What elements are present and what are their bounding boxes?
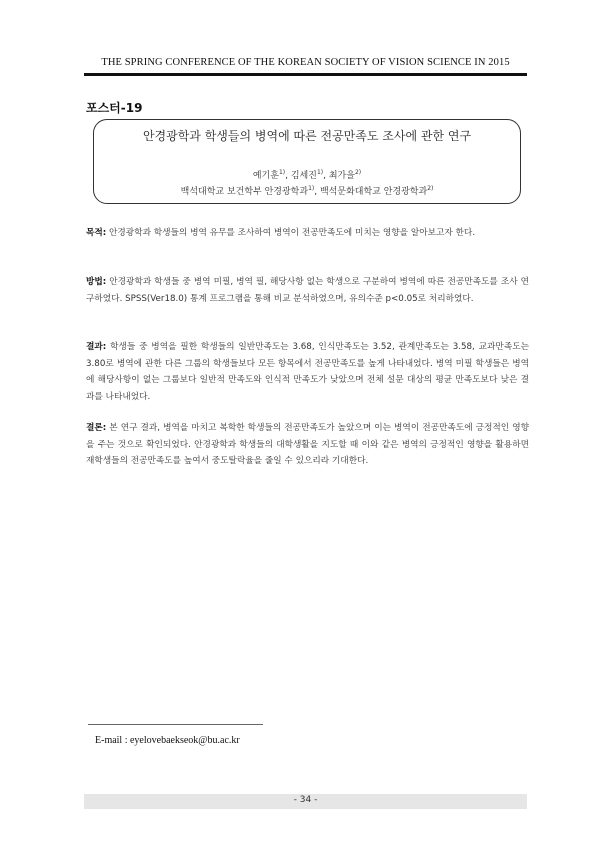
affiliation-mark: 2) — [427, 185, 434, 192]
author-name: 최가을 — [328, 171, 355, 181]
result-section — [86, 339, 529, 405]
affiliations-line: 백석대학교 보건학부 안경광학과$^{1)}$, 백석문화대학교 안경광학과$^{2)}$ — [180, 185, 434, 197]
affiliation: 백석대학교 보건학부 안경광학과 — [180, 187, 309, 197]
page-number: - 34 - — [293, 795, 318, 805]
footnote-rule — [88, 724, 263, 725]
affiliation: 백석문화대학교 안경광학과 — [319, 187, 428, 197]
purpose-text: 안경광학과 학생들의 병역 유무를 조사하여 병역이 전공만족도에 미치는 영향을 알아보고자 한다. — [106, 228, 476, 238]
page-number-bar — [84, 794, 527, 809]
author-affil-mark: 1) — [316, 169, 324, 176]
poster-label: 포스터-19 — [86, 101, 143, 115]
authors-line: 예기훈$^{1)}$, 김세진$^{1)}$, 최가을$^{2)}$ — [252, 169, 362, 181]
method-section — [86, 274, 529, 307]
author-name: 김세진 — [290, 171, 317, 181]
paper-title: 안경광학과 학생들의 병역에 따른 전공만족도 조사에 관한 연구 — [142, 129, 472, 143]
conference-header: THE SPRING CONFERENCE OF THE KOREAN SOCIETY OF VISION SCIENCE IN 2015 — [101, 57, 510, 68]
method-text: 안경광학과 학생들 중 병역 미필, 병역 필, 해당사항 없는 학생으로 구분하여 병역에 따른 전공만족도를 조사 연구하였다. SPSS(Ver18.0) 통계 프로그램을 통해 비교 분석하였으며, 유의수준 p<0.05로 처리하였다. — [86, 277, 529, 304]
author-name: 예기훈 — [252, 171, 279, 181]
result-text: 학생들 중 병역을 필한 학생들의 일반만족도는 3.68, 인식만족도는 3.52, 관계만족도는 3.58, 교과만족도는 3.80로 병역에 관한 다른 그룹의 학생들보다 모든 항목에서 전공만족도를 높게 나타내었다. 병역 미필 학생들은 병역에 해당사항이 없는 그룹보다 일반적 만족도와 인식적 만족도가 낮았으며 전체 설문 대상의 평균 만족도보다 낮은 결과를 나타내었다. — [86, 342, 529, 402]
contact-email: E-mail : eyelovebaekseok@bu.ac.kr — [95, 735, 240, 746]
affiliation-mark: 1) — [308, 185, 315, 192]
author-affil-mark: 2) — [354, 169, 362, 176]
conclusion-label: 결론: — [86, 423, 107, 433]
conclusion-section — [86, 420, 529, 470]
purpose-label: 목적: — [86, 228, 107, 238]
purpose-section — [86, 225, 529, 242]
author-affil-mark: 1) — [278, 169, 286, 176]
conclusion-text: 본 연구 결과, 병역을 마치고 복학한 학생들의 전공만족도가 높았으며 이는 병역이 전공만족도에 긍정적인 영향을 주는 것으로 확인되었다. 안경광학과 학생들의 대학생활을 지도할 때 이와 같은 병역의 긍정적인 영향을 활용하면 재학생들의 전공만족도를 높여서 중도탈락율을 줄일 수 있으리라 기대한다. — [86, 423, 529, 466]
result-label: 결과: — [86, 342, 107, 352]
header-rule — [84, 73, 527, 76]
method-label: 방법: — [86, 277, 107, 287]
title-box — [93, 119, 521, 204]
